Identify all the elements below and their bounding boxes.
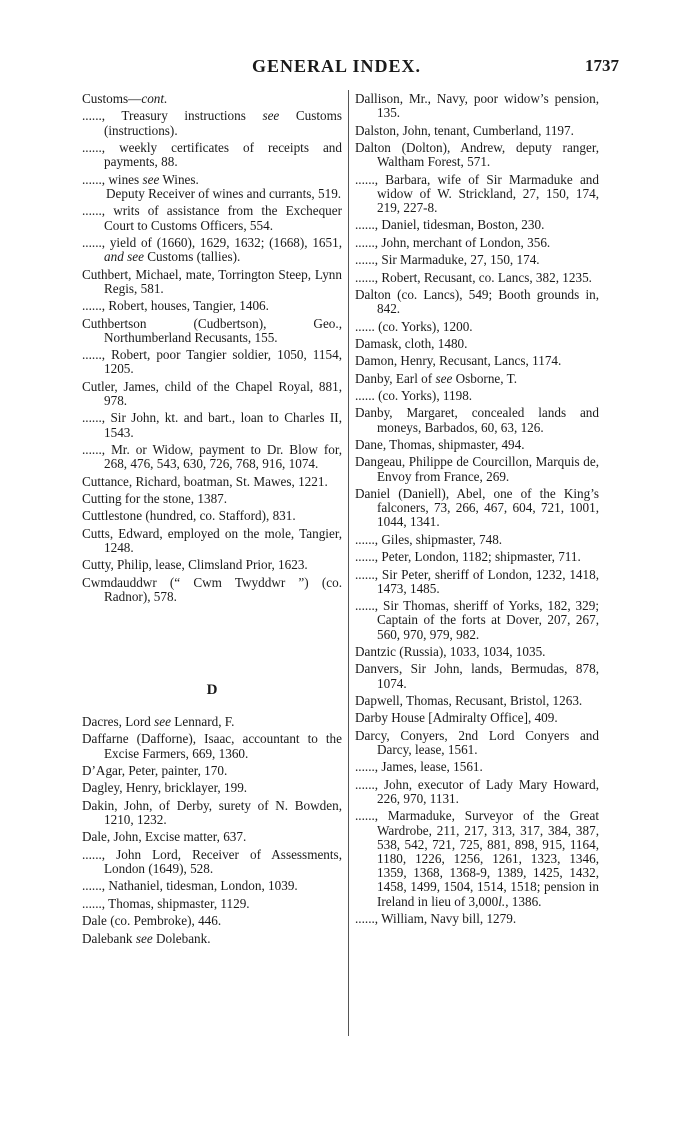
index-entry xyxy=(82,914,342,928)
entry-text: Cutting for the stone, 1387. xyxy=(82,490,228,506)
entry-text: ......, Sir Thomas, sheriff of Yorks, 182, 329; Captain of the forts at Dover, 207, 267, 560, 970, 979, 982. xyxy=(355,598,599,642)
entry-see: see xyxy=(142,171,160,187)
index-entry xyxy=(82,715,342,729)
entry-text: ......, Robert, Recusant, co. Lancs, 382, 1235. xyxy=(355,269,592,285)
index-entry xyxy=(355,711,599,725)
index-entry xyxy=(355,455,599,483)
entry-see: see xyxy=(262,108,280,124)
entry-text: Danvers, Sir John, lands, Bermudas, 878, 1074. xyxy=(355,661,599,691)
entry-text: Danby, Margaret, concealed lands and moneys, Barbados, 60, 63, 126. xyxy=(355,405,599,435)
index-entry xyxy=(355,487,599,530)
index-entry xyxy=(82,92,342,106)
index-entry xyxy=(355,533,599,547)
entry-text: ...... (co. Yorks), 1198. xyxy=(355,388,473,404)
index-entry xyxy=(82,527,342,555)
entry-text: Darcy, Conyers, 2nd Lord Conyers and Darcy, lease, 1561. xyxy=(355,727,599,757)
index-entry xyxy=(82,109,342,137)
page-header xyxy=(0,56,673,80)
entry-text: ......, Sir Peter, sheriff of London, 1232, 1418, 1473, 1485. xyxy=(355,566,599,596)
entry-text: ......, wines xyxy=(82,171,143,187)
entry-text: Dalebank xyxy=(82,930,136,946)
entry-text: Darby House [Admiralty Office], 409. xyxy=(355,710,558,726)
index-entry xyxy=(82,509,342,523)
index-entry xyxy=(355,438,599,452)
index-entry xyxy=(82,348,342,376)
index-entry xyxy=(355,124,599,138)
entry-text: ......, John Lord, Receiver of Assessments, London (1649), 528. xyxy=(82,846,342,877)
entry-text: Dale (co. Pembroke), 446. xyxy=(82,913,222,929)
index-entry xyxy=(355,645,599,659)
entry-text: Damon, Henry, Recusant, Lancs, 1174. xyxy=(355,353,562,369)
index-entry xyxy=(355,694,599,708)
entry-text: ...... (co. Yorks), 1200. xyxy=(355,318,473,334)
page-title: GENERAL INDEX. xyxy=(251,56,422,76)
entry-rest: Customs (tallies). xyxy=(143,249,241,265)
index-entry xyxy=(82,173,342,187)
entry-text: Daniel (Daniell), Abel, one of the King’s falconers, 73, 266, 467, 604, 721, 1001, 1044, 1341. xyxy=(355,486,599,530)
index-entry xyxy=(82,268,342,296)
entry-text: Dallison, Mr., Navy, poor widow’s pension, 135. xyxy=(355,91,599,121)
entry-text: Dalston, John, tenant, Cumberland, 1197. xyxy=(355,122,574,138)
index-entry xyxy=(355,778,599,806)
entry-text: Dacres, Lord xyxy=(82,714,155,730)
entry-text: ......, Peter, London, 1182; shipmaster, 711. xyxy=(355,549,581,565)
entry-text: D’Agar, Peter, painter, 170. xyxy=(82,763,228,779)
entry-see: see xyxy=(435,370,453,386)
column-divider xyxy=(348,90,349,1036)
index-entry xyxy=(82,558,342,572)
entry-text: ......, John, executor of Lady Mary Howard, 226, 970, 1131. xyxy=(355,776,599,806)
index-entry xyxy=(82,411,342,439)
right-column xyxy=(355,92,599,929)
entry-text: Daffarne (Dafforne), Isaac, accountant to the Excise Farmers, 669, 1360. xyxy=(82,731,342,761)
right-entries xyxy=(355,92,599,926)
index-entry xyxy=(82,492,342,506)
index-entry xyxy=(82,879,342,893)
entry-rest: Customs (instructions). xyxy=(104,108,343,138)
index-entry xyxy=(82,141,342,169)
entry-text: Dale, John, Excise matter, 637. xyxy=(82,829,247,845)
entry-cont: cont. xyxy=(141,91,168,106)
index-entry xyxy=(355,173,599,216)
entry-text: Dalton (Dolton), Andrew, deputy ranger, Waltham Forest, 571. xyxy=(355,139,599,170)
index-entry xyxy=(355,662,599,690)
entry-text: Danby, Earl of xyxy=(355,370,436,386)
index-entry xyxy=(355,912,599,926)
index-entry xyxy=(355,218,599,232)
index-entry xyxy=(82,475,342,489)
entry-text: Dapwell, Thomas, Recusant, Bristol, 1263. xyxy=(355,693,583,709)
entry-text: Dane, Thomas, shipmaster, 494. xyxy=(355,437,525,453)
index-entry xyxy=(355,599,599,642)
index-entry xyxy=(82,781,342,795)
index-entry xyxy=(82,317,342,345)
entry-text: ......, Marmaduke, Surveyor of the Great Wardrobe, 211, 217, 313, 317, 384, 387, 538, 542, 721, 725, 881, 898, 915, 1164, 1180, 1226, 1256, 1261, 1323, 1346, 1359, 1368, 1368-9, 1389, 1425, 1432, 1458, 1499, 1504, 1514, 1518; pension in Ireland in lieu of 3,000 xyxy=(355,808,599,909)
entry-text: ......, weekly certificates of receipts and payments, 88. xyxy=(82,139,342,170)
index-entry xyxy=(355,389,599,403)
index-entry xyxy=(82,932,342,946)
index-entry xyxy=(82,576,342,604)
entry-text: Dangeau, Philippe de Courcillon, Marquis de, Envoy from France, 269. xyxy=(355,454,599,484)
entry-text: ......, Sir Marmaduke, 27, 150, 174. xyxy=(355,252,540,268)
entry-text: Cutts, Edward, employed on the mole, Tangier, 1248. xyxy=(82,525,342,555)
index-entry xyxy=(82,443,342,471)
entry-rest: Dolebank. xyxy=(152,930,211,946)
entry-text: Cwmdauddwr (“ Cwm Twyddwr ”) (co. Radnor), 578. xyxy=(82,574,342,604)
entry-text: ......, yield of (1660), 1629, 1632; (1668), 1651, xyxy=(82,234,342,250)
entry-text: Dakin, John, of Derby, surety of N. Bowden, 1210, 1232. xyxy=(82,797,342,828)
index-entry xyxy=(355,372,599,386)
page-number: 1737 xyxy=(585,56,619,75)
entry-see: and see xyxy=(104,249,144,265)
entry-text: ......, Daniel, tidesman, Boston, 230. xyxy=(355,217,545,233)
entry-rest: Wines. xyxy=(159,171,199,187)
entry-rest: Lennard, F. xyxy=(170,714,235,730)
entry-text: Dalton (co. Lancs), 549; Booth grounds in, 842. xyxy=(355,286,599,317)
entry-head: Customs— xyxy=(82,91,142,106)
entry-rest: Osborne, T. xyxy=(452,370,518,386)
entry-text: Dantzic (Russia), 1033, 1034, 1035. xyxy=(355,644,546,660)
entry-text: Deputy Receiver of wines and currants, 519. xyxy=(106,185,342,201)
left-entries-d xyxy=(82,715,342,946)
entry-rest: , 1386. xyxy=(505,893,542,909)
entry-text: ......, William, Navy bill, 1279. xyxy=(355,910,517,926)
index-entry xyxy=(355,809,599,908)
index-entry xyxy=(82,897,342,911)
index-entry xyxy=(355,760,599,774)
entry-text: ......, Barbara, wife of Sir Marmaduke and widow of W. Strickland, 27, 150, 174, 219, 227-8. xyxy=(355,171,599,215)
entry-text: ......, Thomas, shipmaster, 1129. xyxy=(82,895,250,911)
entry-text: ......, Robert, houses, Tangier, 1406. xyxy=(82,298,269,314)
index-entry xyxy=(355,92,599,120)
entry-text: Cuttance, Richard, boatman, St. Mawes, 1221. xyxy=(82,473,328,489)
index-entry xyxy=(355,568,599,596)
index-entry xyxy=(355,406,599,434)
entry-text: Cuttlestone (hundred, co. Stafford), 831. xyxy=(82,508,296,524)
entry-see: see xyxy=(154,714,171,730)
entry-text: Cuthbert, Michael, mate, Torrington Steep, Lynn Regis, 581. xyxy=(82,266,342,296)
entry-text: ......, John, merchant of London, 356. xyxy=(355,234,551,250)
left-entries xyxy=(82,92,342,604)
index-entry xyxy=(355,253,599,267)
index-entry xyxy=(82,830,342,844)
index-entry xyxy=(82,732,342,760)
index-entry xyxy=(355,236,599,250)
index-entry xyxy=(355,271,599,285)
index-entry xyxy=(82,799,342,827)
entry-text: Cuthbertson (Cudbertson), Geo., Northumberland Recusants, 155. xyxy=(82,315,342,345)
entry-text: Dagley, Henry, bricklayer, 199. xyxy=(82,780,248,796)
entry-text: Cutler, James, child of the Chapel Royal, 881, 978. xyxy=(82,378,342,408)
index-entry xyxy=(355,550,599,564)
entry-text: ......, Mr. or Widow, payment to Dr. Blow for, 268, 476, 543, 630, 726, 768, 916, 1074. xyxy=(82,441,342,472)
entry-text: ......, Treasury instructions xyxy=(82,108,263,124)
index-entry xyxy=(82,187,342,201)
index-entry xyxy=(82,236,342,264)
index-entry xyxy=(355,337,599,351)
index-entry xyxy=(355,729,599,757)
index-entry xyxy=(82,764,342,778)
entry-see: see xyxy=(135,930,153,946)
left-column xyxy=(82,92,342,949)
section-letter: D xyxy=(206,682,218,699)
entry-text: ......, writs of assistance from the Exchequer Court to Customs Officers, 554. xyxy=(82,203,342,233)
index-entry xyxy=(82,299,342,313)
index-entry xyxy=(355,354,599,368)
entry-see: l. xyxy=(498,893,506,909)
entry-text: ......, Robert, poor Tangier soldier, 1050, 1154, 1205. xyxy=(82,347,342,377)
entry-text: Damask, cloth, 1480. xyxy=(355,335,468,351)
entry-text: ......, James, lease, 1561. xyxy=(355,759,483,775)
entry-text: ......, Giles, shipmaster, 748. xyxy=(355,531,503,547)
entry-text: ......, Nathaniel, tidesman, London, 1039. xyxy=(82,878,298,894)
entry-text: ......, Sir John, kt. and bart., loan to Charles II, 1543. xyxy=(82,410,342,440)
index-entry xyxy=(82,204,342,232)
entry-text: Cutty, Philip, lease, Climsland Prior, 1623. xyxy=(82,557,308,573)
index-entry xyxy=(355,288,599,316)
index-entry xyxy=(355,141,599,169)
index-entry xyxy=(82,380,342,408)
index-entry xyxy=(355,320,599,334)
index-entry xyxy=(82,848,342,876)
